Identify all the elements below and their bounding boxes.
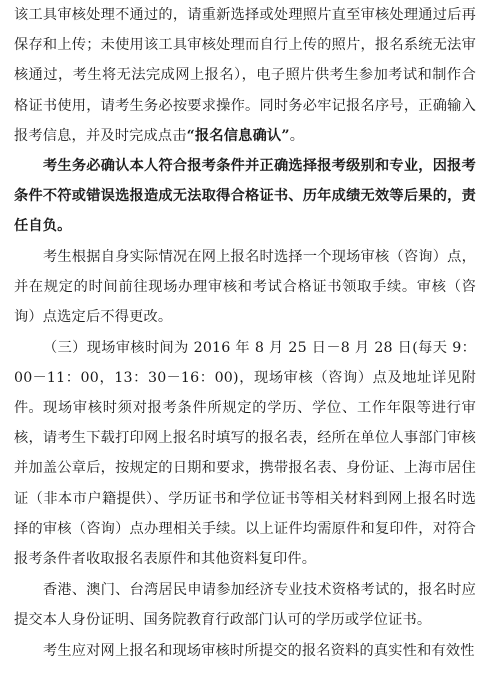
paragraph-hk-macau-taiwan: 香港、澳门、台湾居民申请参加经济专业技术资格考试的，报名时应提交本人身份证明、国务院教育行政部门认可的学历或学位证书。 bbox=[14, 582, 476, 629]
paragraph-review-point-selection: 考生根据自身实际情况在网上报名时选择一个现场审核（咨询）点，并在规定的时间前往现场办理审核和考试合格证书领取手续。审核（咨询）点选定后不得更改。 bbox=[14, 249, 476, 326]
paragraph-text: 该工具审核处理不通过的，请重新选择或处理照片直至审核处理通过后再保存和上传；未使用该工具审核处理而自行上传的照片，报名系统无法审核通过，考生将无法完成网上报名），电子照片供考生参加考试和制作合格证书使用，请考生务必按要求操作。同时务必牢记报名序号，正确输入报考信息，并及时完成点击 bbox=[14, 7, 476, 144]
paragraph-eligibility-warning: 考生务必确认本人符合报考条件并正确选择报考级别和专业，因报考条件不符或错误选报造成无法取得合格证书、历年成绩无效等后果的，责任自负。 bbox=[14, 158, 476, 235]
paragraph-review-time: （三）现场审核时间为 2016 年 8 月 25 日－8 月 28 日(每天 9：00－11：00，13：30－16：00)，现场审核（咨询）点及地址详见附件。 bbox=[14, 340, 476, 417]
paragraph-review-requirements: 现场审核时须对报考条件所规定的学历、学位、工作年限等进行审核，请考生下载打印网上报名时填写的报名表，经所在单位人事部门审核并加盖公章后，按规定的日期和要求，携带报名表、身份证、上海市居住证（非本市户籍提供）、学历证书和学位证书等相关材料到网上报名时选择的审核（咨询）点办理相关手续。以上证件均需原件和复印件，对符合报考条件者收取报名表原件和其他资料复印件。 bbox=[14, 400, 476, 568]
confirm-button-label-quote: “报名信息确认” bbox=[186, 127, 290, 144]
paragraph-authenticity: 考生应对网上报名和现场审核时所提交的报名资料的真实性和有效性 bbox=[43, 643, 475, 659]
paragraph-photo-upload-instructions bbox=[14, 0, 476, 151]
paragraph-end: 。 bbox=[289, 127, 305, 144]
